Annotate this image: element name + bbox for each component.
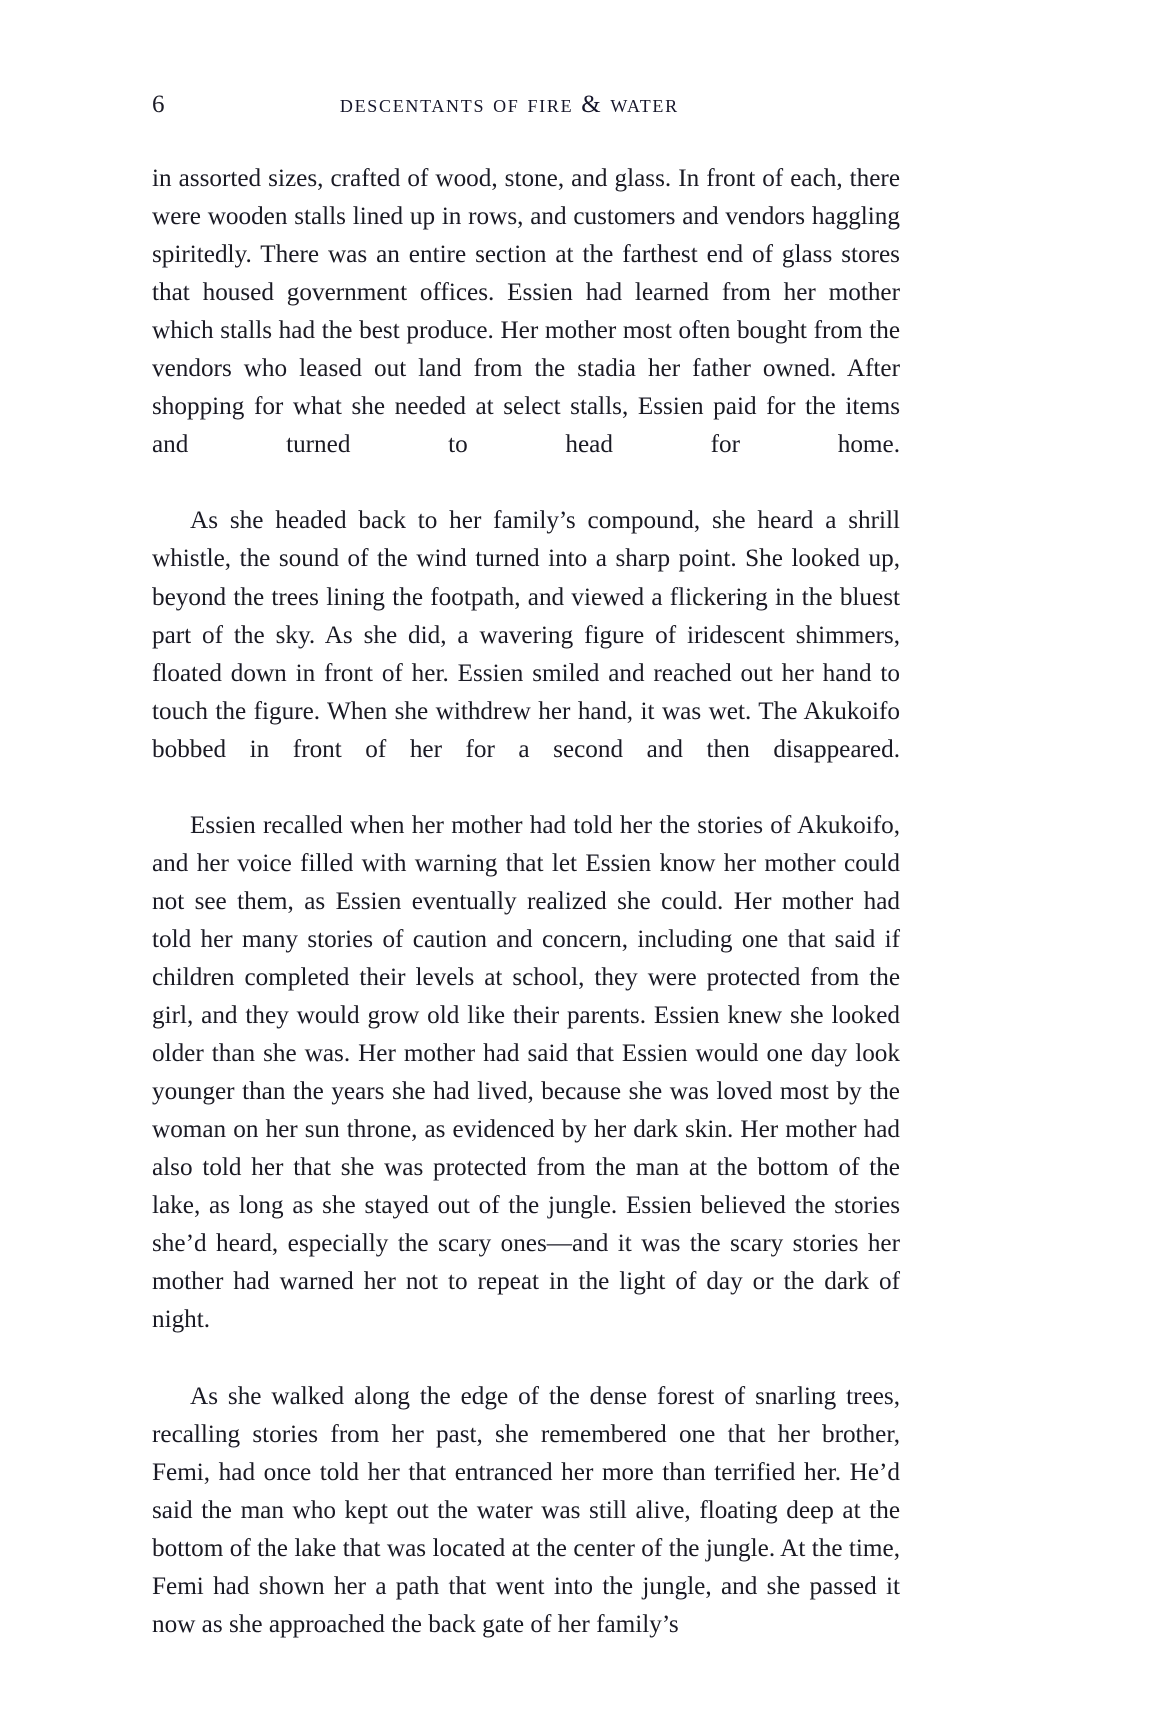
paragraph-1: in assorted sizes, crafted of wood, stone, and glass. In front of each, there were wooden stalls lined up in rows, and customers and vendors haggling spiritedly. There was an entire section at the farthest end of glass stores that housed government offices. Essien had learned from her mother which stalls had the best produce. Her mother most often bought from the vendors who leased out land from the stadia her father owned. After shopping for what she needed at select stalls, Essien paid for the items and turned to head for home. — [152, 165, 900, 459]
running-head-title: descentants of fire & water — [339, 91, 679, 118]
body-text-block — [152, 160, 900, 1644]
running-head — [152, 92, 900, 124]
paragraph-4: As she walked along the edge of the dense forest of snarling trees, recalling stories from her past, she remembered one that her brother, Femi, had once told her that entranced her more than terrified her. He’d said the man who kept out the water was still alive, floating deep at the bottom of the lake that was located at the center of the jungle. At the time, Femi had shown her a path that went into the jungle, and she passed it now as she approached the back gate of her family’s — [152, 1382, 900, 1638]
paragraph-3: Essien recalled when her mother had told her the stories of Akukoifo, and her voice filled with warning that let Essien know her mother could not see them, as Essien eventually realized she could. Her mother had told her many stories of caution and concern, including one that said if children completed their levels at school, they were protected from the girl, and they would grow old like their parents. Essien knew she looked older than she was. Her mother had said that Essien would one day look younger than the years she had lived, because she was loved most by the woman on her sun throne, as evidenced by her dark skin. Her mother had also told her that she was protected from the man at the bottom of the lake, as long as she stayed out of the jungle. Essien believed the stories she’d heard, especially the scary ones—and it was the scary stories her mother had warned her not to repeat in the light of day or the dark of night. — [152, 811, 900, 1334]
page-number: 6 — [152, 91, 165, 118]
paragraph-2: As she headed back to her family’s compound, she heard a shrill whistle, the sound of the wind turned into a sharp point. She looked up, beyond the trees lining the footpath, and viewed a flickering in the bluest part of the sky. As she did, a wavering figure of iridescent shimmers, floated down in front of her. Essien smiled and reached out her hand to touch the figure. When she withdrew her hand, it was wet. The Akukoifo bobbed in front of her for a second and then disappeared. — [152, 507, 900, 763]
